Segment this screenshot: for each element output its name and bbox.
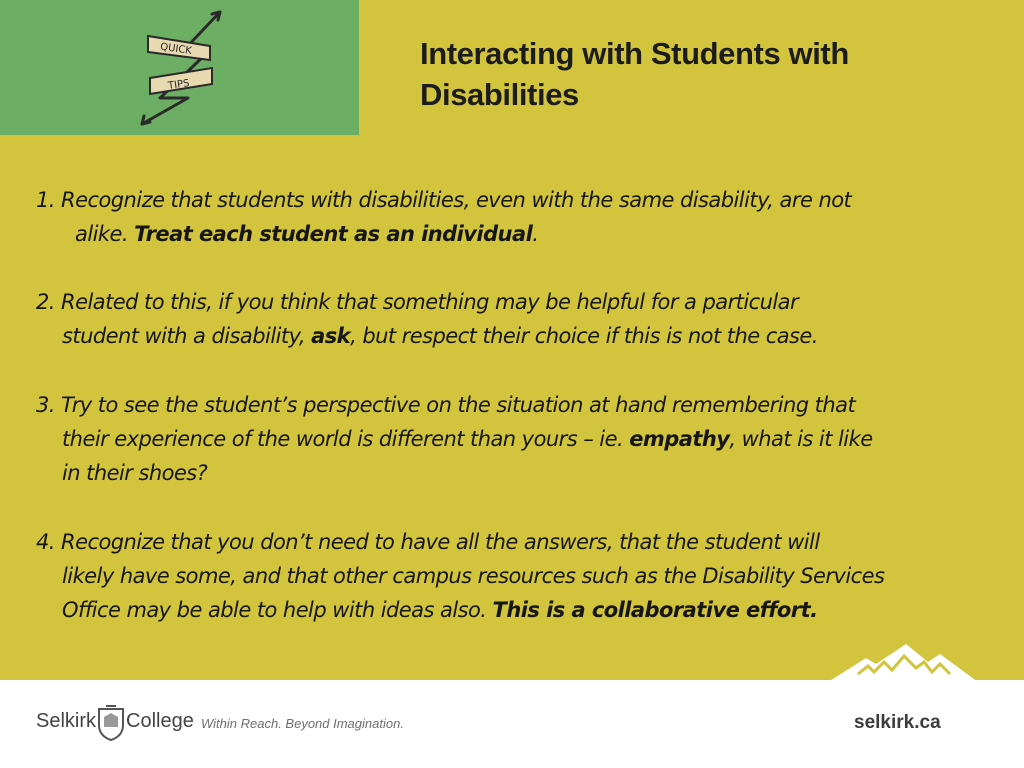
- svg-text:TIPS: TIPS: [167, 78, 191, 92]
- quick-tips-badge-icon: [130, 6, 230, 130]
- tip-4-emphasis: This is a collaborative effort.: [492, 598, 818, 622]
- tip-1-line-2: alike. Treat each student as an individual.: [75, 222, 539, 246]
- tip-4-line-2: likely have some, and that other campus resources such as the Disability Services: [62, 564, 885, 588]
- tip-3-line-1: 3. Try to see the student’s perspective on the situation at hand remembering that: [36, 393, 856, 417]
- logo-panel: [0, 0, 359, 135]
- tip-2-emphasis: ask: [311, 324, 351, 348]
- college-crest-icon: [96, 703, 126, 741]
- tip-2-line-2: student with a disability, ask, but respect their choice if this is not the case.: [62, 324, 818, 348]
- tip-3-emphasis: empathy: [629, 427, 730, 451]
- svg-text:QUICK: QUICK: [159, 41, 193, 57]
- title-line-1: Interacting with Students with: [420, 36, 849, 71]
- tip-3-line-3: in their shoes?: [62, 461, 208, 485]
- tip-1-emphasis: Treat each student as an individual: [134, 222, 533, 246]
- college-brand-right: College: [126, 710, 194, 732]
- tip-4-line-3: Office may be able to help with ideas also. This is a collaborative effort.: [62, 598, 818, 622]
- tip-1-line-1: 1. Recognize that students with disabilities, even with the same disability, are not: [36, 188, 852, 212]
- website-link[interactable]: selkirk.ca: [854, 712, 941, 733]
- mountains-icon: [828, 644, 978, 682]
- tagline: Within Reach. Beyond Imagination.: [201, 716, 404, 731]
- tip-2-line-1: 2. Related to this, if you think that something may be helpful for a particular: [36, 290, 799, 314]
- title-line-2: Disabilities: [420, 77, 579, 112]
- tip-4-line-1: 4. Recognize that you don’t need to have all the answers, that the student will: [36, 530, 820, 554]
- page-title: [420, 33, 980, 115]
- college-brand-left: Selkirk: [36, 710, 97, 732]
- tip-3-line-2: their experience of the world is different than yours – ie. empathy, what is it like: [62, 427, 873, 451]
